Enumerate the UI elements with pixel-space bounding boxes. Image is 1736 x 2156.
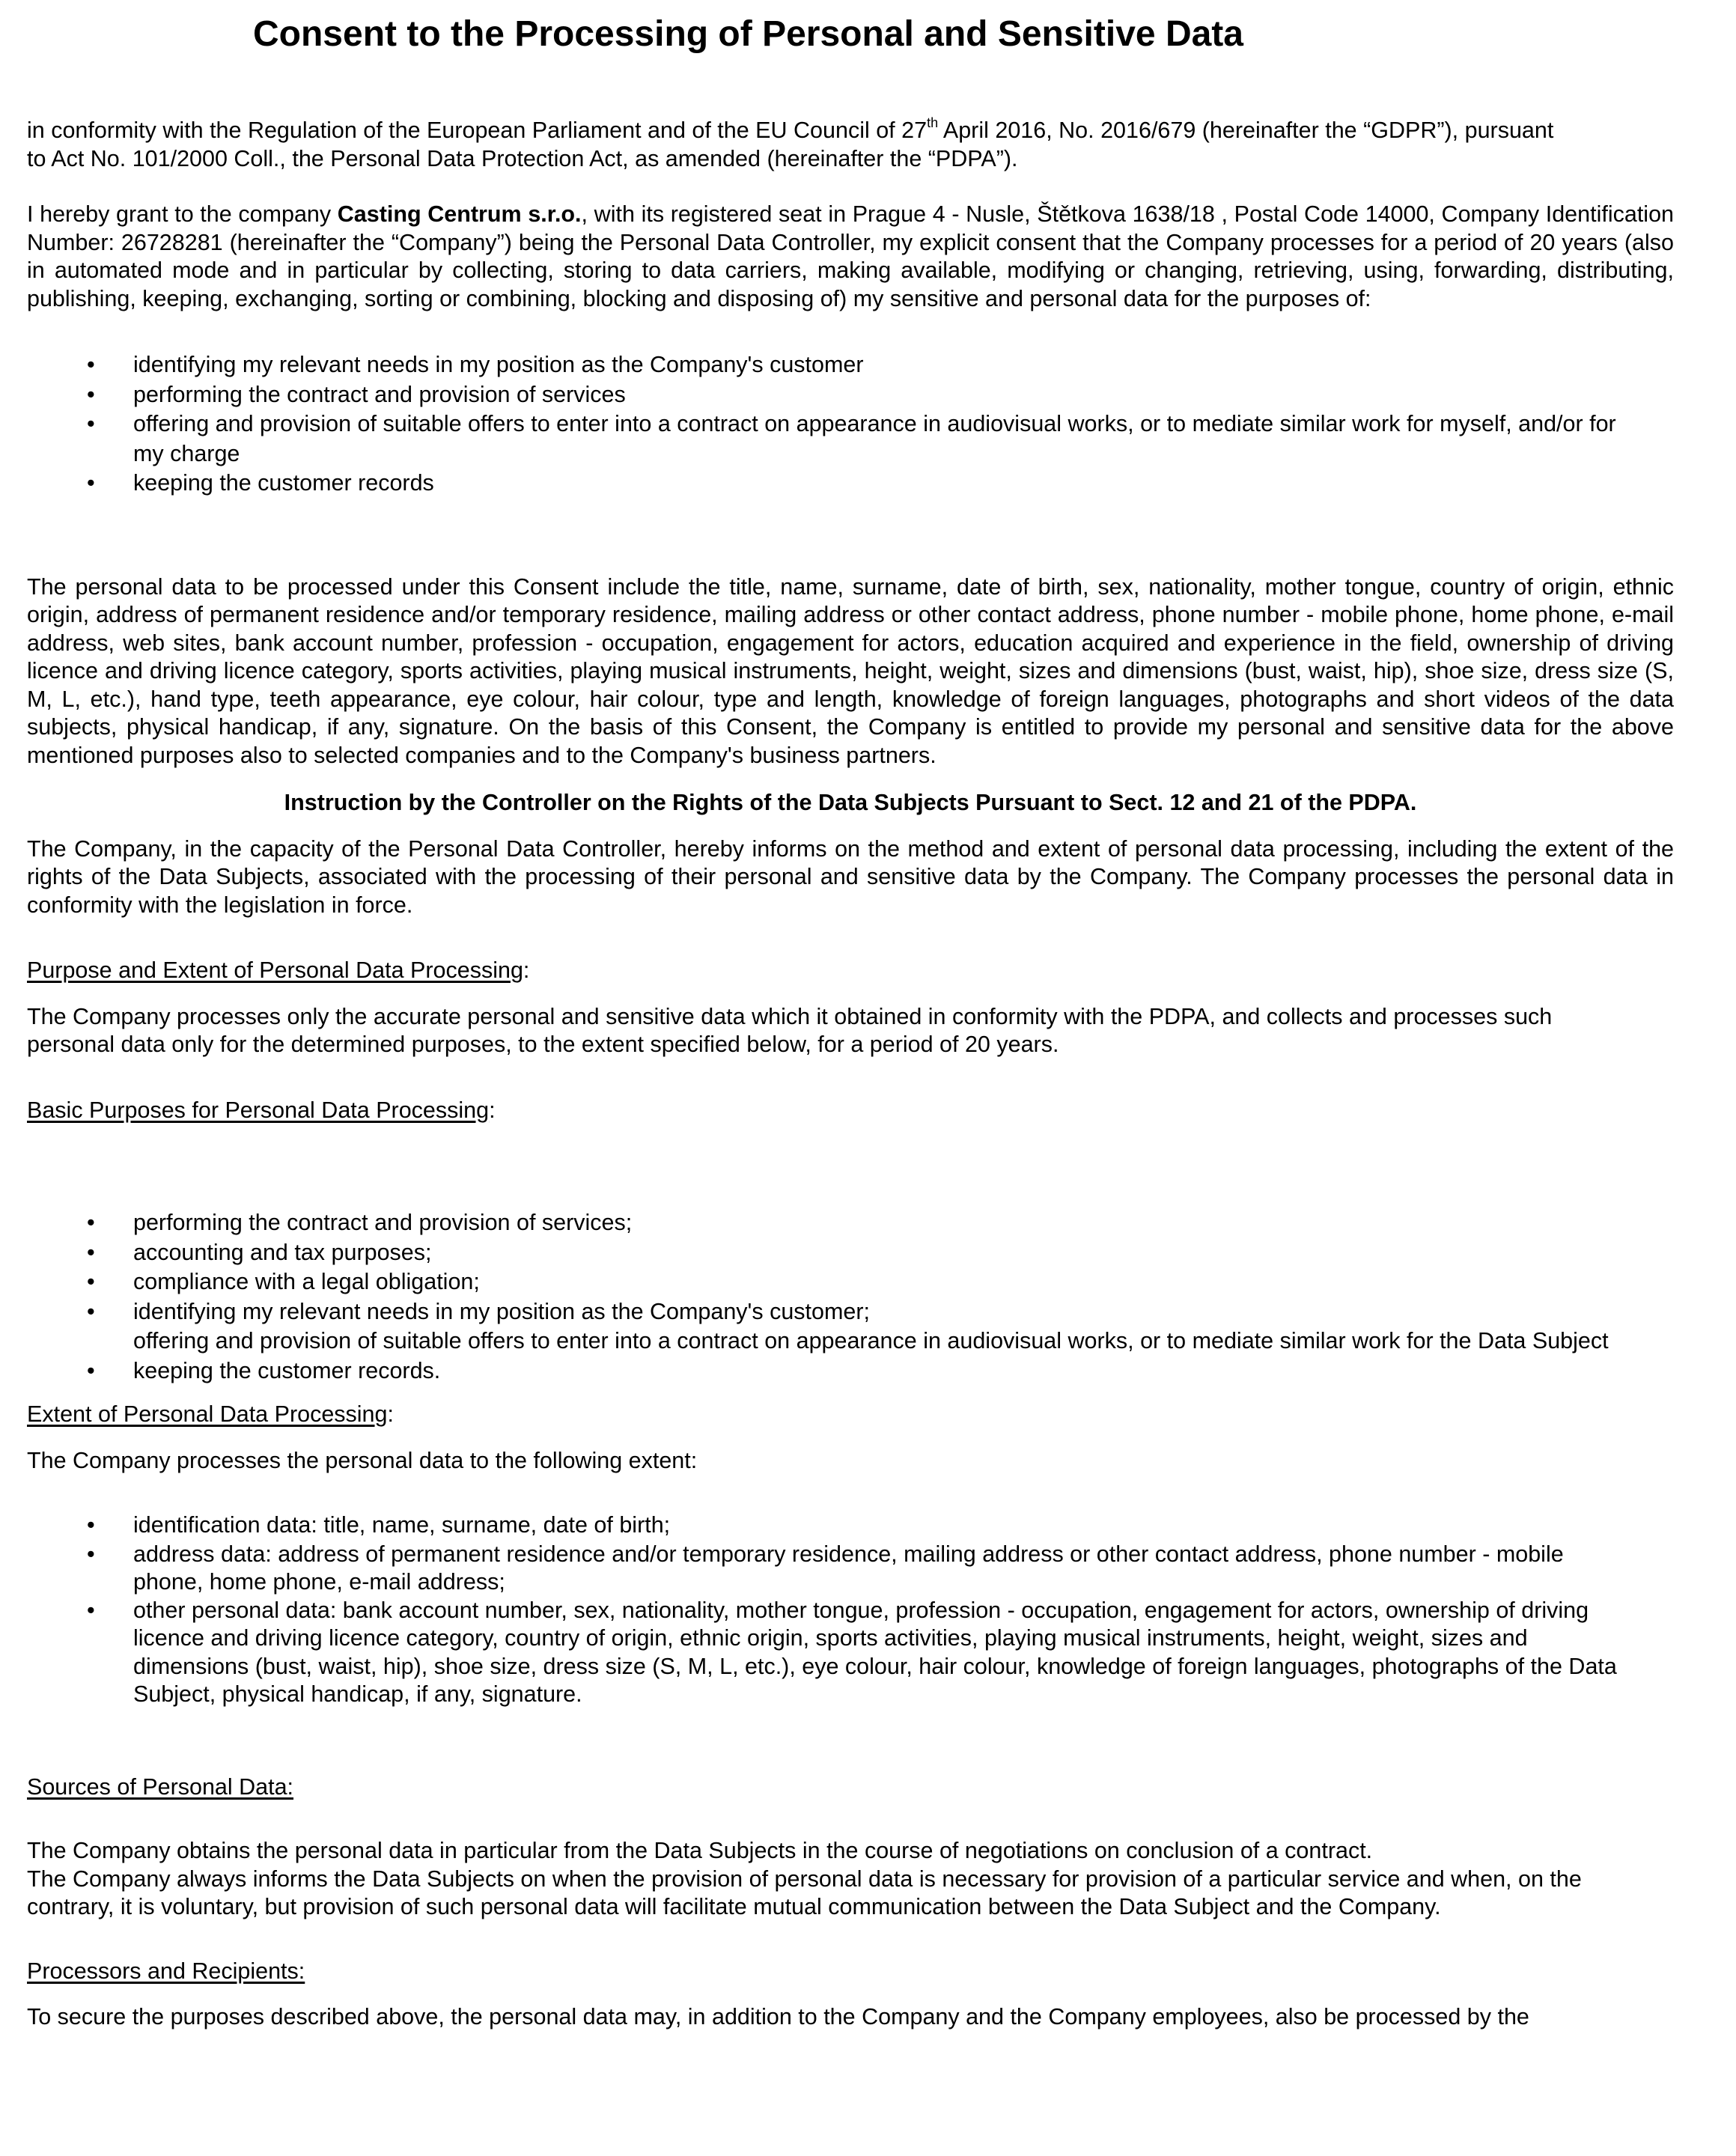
processors-heading — [27, 1958, 1674, 1986]
sources-line-2: The Company always informs the Data Subjects on when the provision of personal data is necessary for provision of a particular service and when, on the contrary, it is voluntary, but provision of such personal data will facilitate mutual communication between the Data Subject and the Company. — [27, 1866, 1582, 1919]
sources-heading — [27, 1773, 1674, 1802]
purpose-extent-heading — [27, 957, 1674, 985]
document-page — [27, 0, 1674, 2032]
list-item: • keeping the customer records — [27, 469, 1674, 499]
extent-list — [27, 1511, 1674, 1709]
grant-text-post: , with its registered seat in Prague 4 - Nusle, Štětkova 1638/18 , Postal Code 14000, Company Identification Number: 26728281 (hereinafter the “Company”) being the Personal Data Controller, my explicit consent that the Company processes for a period of 20 years (also in automated mode and in particular by collecting, storing to data carriers, making available, modifying or changing, retrieving, using, forwarding, distributing, publishing, keeping, exchanging, sorting or combining, blocking and disposing of) my sensitive and personal data for the purposes of: — [27, 201, 1674, 311]
extent-text: The Company processes the personal data to the following extent: — [27, 1447, 698, 1473]
heading-colon: : — [489, 1097, 496, 1123]
intro-paragraph — [27, 117, 1674, 173]
list-item: • identifying my relevant needs in my position as the Company's customer — [27, 350, 1674, 380]
processors-text: To secure the purposes described above, the personal data may, in addition to the Company and the Company employees, also be processed by the — [27, 2004, 1529, 2029]
list-item: offering and provision of suitable offers to enter into a contract on appearance in audiovisual works, or to mediate similar work for the Data Subject — [133, 1328, 1609, 1353]
personal-data-paragraph: The personal data to be processed under this Consent include the title, name, surname, date of birth, sex, nationality, mother tongue, country of origin, ethnic origin, address of permanent residence and/or temporary residence, mailing address or other contact address, phone number - mobile phone, home phone, e-mail address, web sites, bank account number, profession - occupation, engagement for actors, education acquired and experience in the field, ownership of driving licence and driving licence category, sports activities, playing musical instruments, height, weight, sizes and dimensions (bust, waist, hip), shoe size, dress size (S, M, L, etc.), hand type, teeth appearance, eye colour, hair colour, type and length, knowledge of foreign languages, photographs and short videos of the data subjects, physical handicap, if any, signature. On the basis of this Consent, the Company is entitled to provide my personal and sensitive data for the above mentioned purposes also to selected companies and to the Company's business partners. — [27, 573, 1674, 768]
instruction-heading: Instruction by the Controller on the Rights of the Data Subjects Pursuant to Sect. 12 and 21 of the PDPA. — [284, 790, 1417, 815]
sources-heading-text: Sources of Personal Data: — [27, 1773, 294, 1800]
list-item: • compliance with a legal obligation; — [27, 1267, 1674, 1297]
processors-heading-text: Processors and Recipients: — [27, 1958, 305, 1984]
consent-purposes-list — [27, 350, 1674, 499]
intro-text-post: April 2016, No. 2016/679 (hereinafter the “GDPR”), pursuant to Act No. 101/2000 Coll., the Personal Data Protection Act, as amended (hereinafter the “PDPA”). — [27, 118, 1554, 171]
heading-colon: : — [523, 957, 530, 983]
list-item: • other personal data: bank account number, sex, nationality, mother tongue, profession - occupation, engagement for actors, ownership of driving licence and driving licence category, country of origin, ethnic origin, sports activities, playing musical instruments, height, weight, sizes and dimensions (bust, waist, hip), shoe size, dress size (S, M, L, etc.), eye colour, hair colour, knowledge of foreign languages, photographs of the Data Subject, physical handicap, if any, signature. — [27, 1597, 1674, 1709]
grant-paragraph — [27, 201, 1674, 313]
company-name: Casting Centrum s.r.o. — [337, 201, 582, 227]
intro-superscript: th — [927, 115, 939, 130]
grant-text-pre: I hereby grant to the company — [27, 201, 338, 227]
document-title: Consent to the Processing of Personal and Sensitive Data — [253, 14, 1243, 54]
list-item: • identification data: title, name, surname, date of birth; — [27, 1511, 1674, 1541]
extent-heading-text: Extent of Personal Data Processing — [27, 1401, 388, 1427]
controller-paragraph: The Company, in the capacity of the Personal Data Controller, hereby informs on the method and extent of personal data processing, including the extent of the rights of the Data Subjects, associated with the processing of their personal and sensitive data by the Company. The Company processes the personal data in conformity with the legislation in force. — [27, 835, 1674, 918]
list-item: • offering and provision of suitable offers to enter into a contract on appearance in audiovisual works, or to mediate similar work for myself, and/or for my charge — [27, 409, 1674, 469]
intro-text-pre: in conformity with the Regulation of the European Parliament and of the EU Council of 27 — [27, 118, 928, 143]
purpose-extent-text: The Company processes only the accurate personal and sensitive data which it obtained in conformity with the PDPA, and collects and processes such personal data only for the determined purposes, to the extent specified below, for a period of 20 years. — [27, 1003, 1553, 1057]
basic-purposes-heading-text: Basic Purposes for Personal Data Processing — [27, 1097, 490, 1123]
list-item: • keeping the customer records. — [27, 1356, 1674, 1386]
basic-purposes-heading — [27, 1097, 1674, 1125]
sources-line-1: The Company obtains the personal data in particular from the Data Subjects in the course of negotiations on conclusion of a contract. — [27, 1838, 1373, 1863]
list-item: • performing the contract and provision of services; — [27, 1208, 1674, 1238]
heading-colon: : — [387, 1401, 394, 1427]
extent-heading — [27, 1401, 1674, 1429]
list-item: • performing the contract and provision of services — [27, 380, 1674, 410]
list-item: • accounting and tax purposes; — [27, 1238, 1674, 1268]
list-item: • identifying my relevant needs in my position as the Company's customer; — [27, 1297, 1674, 1327]
basic-purposes-list — [27, 1208, 1674, 1386]
purpose-extent-heading-text: Purpose and Extent of Personal Data Processing — [27, 957, 523, 983]
list-item: • address data: address of permanent residence and/or temporary residence, mailing address or other contact address, phone number - mobile phone, home phone, e-mail address; — [27, 1541, 1674, 1597]
